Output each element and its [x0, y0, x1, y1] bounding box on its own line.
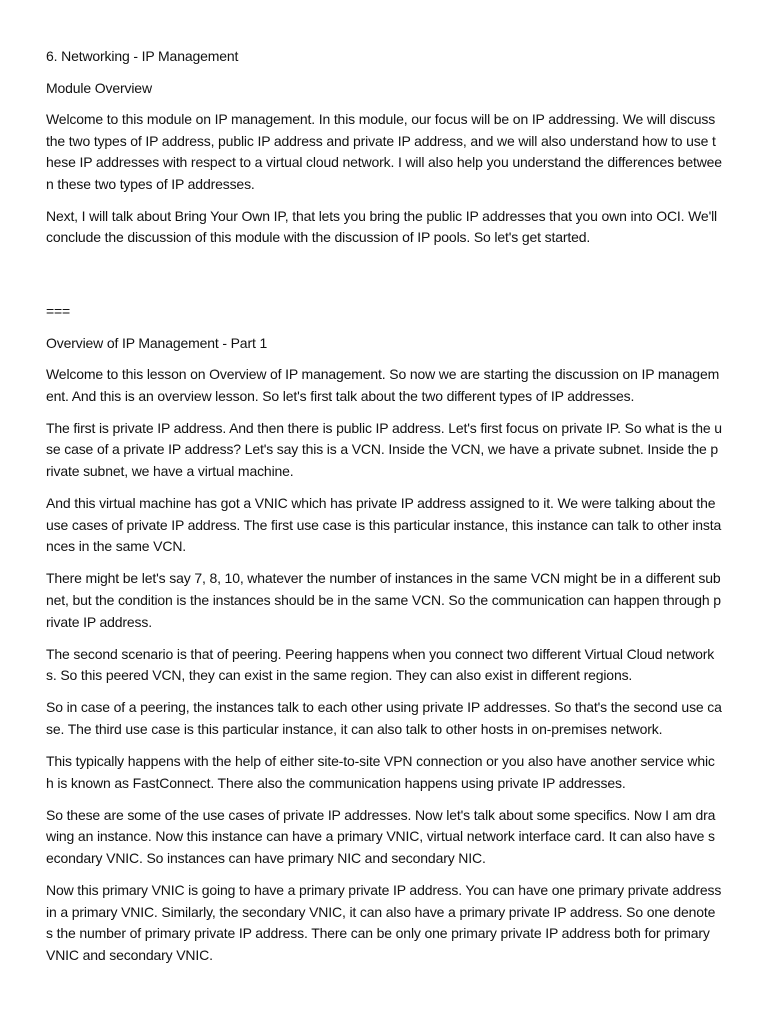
section-separator: ===: [46, 303, 71, 320]
module-heading: Module Overview: [46, 80, 152, 96]
module-paragraph: Next, I will talk about Bring Your Own IP, that lets you bring the public IP addresses that you own into OCI. We'll conclude the discussion of this module with the discussion of IP pools. So let's get started.: [46, 207, 718, 246]
lesson-paragraph: And this virtual machine has got a VNIC which has private IP address assigned to it. We were talking about the use cases of private IP address. The first use case is this particular instance, this instance can talk to other instances in the same VCN.: [46, 495, 722, 555]
lesson-paragraph: Now this primary VNIC is going to have a primary private IP address. You can have one primary private address in a primary VNIC. Similarly, the secondary VNIC, it can also have a primary private IP address. So one denotes the number of primary private IP address. There can be only one primary private IP address both for primary VNIC and secondary VNIC.: [46, 881, 722, 963]
lesson-heading: Overview of IP Management - Part 1: [46, 335, 268, 352]
lesson-paragraph: Welcome to this lesson on Overview of IP management. So now we are starting the discussion on IP management. And this is an overview lesson. So let's first talk about the two different types of IP addresses.: [46, 366, 720, 404]
lesson-paragraph: The second scenario is that of peering. Peering happens when you connect two different Virtual Cloud networks. So this peered VCN, they can exist in the same region. They can also exist in different regions.: [46, 645, 715, 684]
document-title: 6. Networking - IP Management: [46, 48, 239, 64]
lesson-paragraph: There might be let's say 7, 8, 10, whatever the number of instances in the same VCN might be in a different subnet, but the condition is the instances should be in the same VCN. So the communication can happen through private IP address.: [46, 570, 721, 630]
lesson-paragraph: So in case of a peering, the instances talk to each other using private IP addresses. So that's the second use case. The third use case is this particular instance, it can also talk to other hosts in on-premises network.: [46, 699, 722, 737]
module-paragraph: Welcome to this module on IP management. In this module, our focus will be on IP addressing. We will discuss the two types of IP address, public IP address and private IP address, and we will also understand how to use these IP addresses with respect to a virtual cloud network. I will also help you understand the differences between these two types of IP addresses.: [46, 111, 722, 192]
lesson-paragraph: So these are some of the use cases of private IP addresses. Now let's talk about some specifics. Now I am drawing an instance. Now this instance can have a primary VNIC, virtual network interface card. It can also have secondary VNIC. So instances can have primary NIC and secondary NIC.: [46, 806, 716, 866]
lesson-paragraph: This typically happens with the help of either site-to-site VPN connection or you also have another service which is known as FastConnect. There also the communication happens using private IP addresses.: [46, 752, 715, 791]
lesson-paragraph: The first is private IP address. And then there is public IP address. Let's first focus on private IP. So what is the use case of a private IP address? Let's say this is a VCN. Inside the VCN, we have a private subnet. Inside the private subnet, we have a virtual machine.: [46, 419, 722, 479]
